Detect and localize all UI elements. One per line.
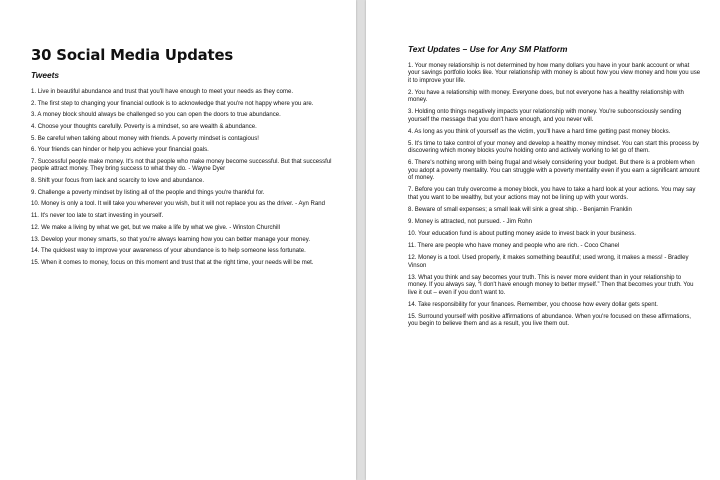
list-item: 12. We make a living by what we get, but we make a life by what we give. - Winston Churchill [31,224,280,231]
document-page-left [0,0,356,480]
list-item: 5. Be careful when talking about money with friends. A poverty mindset is contagious! [31,135,259,142]
list-item: 13. Develop your money smarts, so that you're always learning how you can better manage your money. [31,236,311,243]
list-item: 8. Beware of small expenses; a small leak will sink a great ship. - Benjamin Franklin [408,206,632,213]
list-item: 6. Your friends can hinder or help you achieve your financial goals. [31,147,209,154]
list-item: 2. The first step to changing your financial outlook is to acknowledge that you're not happy where you are. [31,100,314,107]
list-item: 8. Shift your focus from lack and scarcity to love and abundance. [31,178,205,185]
list-item: 4. As long as you think of yourself as the victim, you'll have a hard time getting past money blocks. [408,128,671,135]
section-heading-tweets: Tweets [31,70,60,80]
list-item: 14. Take responsibility for your finances. Remember, you choose how every dollar gets spent. [408,301,658,308]
list-item: 11. There are people who have money and people who are rich. - Coco Chanel [408,243,620,250]
list-item: 3. Holding onto things negatively impacts your relationship with money. You're subconsciously sending yourself the message that you don't have enough, and you never will. [408,109,682,123]
list-item: 6. There's nothing wrong with being frugal and wisely considering your budget. But there is a problem when you adopt a poverty mentality. You can struggle with a poverty mentality even if you earn a significant amount of money. [408,160,700,182]
list-item: 7. Successful people make money. It's not that people who make money become successful. But that successful people attract money. They bring success to what they do. - Wayne Dyer [31,159,332,173]
list-item: 7. Before you can truly overcome a money block, you have to take a hard look at your actions. You may say that you want to be wealthy, but your actions may not be lining up with your words. [408,187,696,201]
list-item: 1. Your money relationship is not determined by how many dollars you have in your bank account or what your savings portfolio looks like. Your relationship with money is about how you view money and how you use it to improve your life. [408,63,701,84]
list-item: 5. It's time to take control of your money and develop a healthy money mindset. You can start this process by discovering which money blocks you're holding onto and actively working to let go of them. [408,140,699,155]
list-item: 15. Surround yourself with positive affirmations of abundance. When you're focused on these affirmations, you begin to believe them and as a result, you live them out. [408,313,691,328]
tweets-list [31,89,336,267]
list-item: 13. What you think and say becomes your truth. This is never more evident than in your relationship to money. If you always say, “I don't have enough money to better myself.” Then that becomes your truth. You live it out – even if you don't want to. [408,274,694,296]
section-heading-text-updates: Text Updates – Use for Any SM Platform [408,44,568,54]
document-page-right [366,0,720,480]
list-item: 10. Money is only a tool. It will take you wherever you wish, but it will not replace you as the driver. - Ayn Rand [31,201,325,208]
list-item: 3. A money block should always be challenged so you can open the doors to true abundance. [31,112,281,119]
list-item: 15. When it comes to money, focus on this moment and trust that at the right time, your needs will be met. [31,259,314,266]
text-updates-list [408,63,702,328]
list-item: 12. Money is a tool. Used properly, it makes something beautiful; used wrong, it makes a mess! - Bradley Vinson [408,255,689,269]
list-item: 9. Money is attracted, not pursued. - Jim Rohn [408,218,533,225]
list-item: 2. You have a relationship with money. Everyone does, but not everyone has a healthy relationship with money. [408,89,684,104]
document-title: 30 Social Media Updates [31,46,234,64]
list-item: 14. The quickest way to improve your awareness of your abundance is to help someone less fortunate. [31,248,306,255]
list-item: 10. Your education fund is about putting money aside to invest back in your business. [408,231,636,238]
list-item: 4. Choose your thoughts carefully. Poverty is a mindset, so are wealth & abundance. [31,124,257,131]
list-item: 11. It's never too late to start investing in yourself. [31,213,164,220]
list-item: 1. Live in beautiful abundance and trust that you'll have enough to meet your needs as they come. [31,89,294,95]
list-item: 9. Challenge a poverty mindset by listing all of the people and things you're thankful for. [31,189,265,196]
